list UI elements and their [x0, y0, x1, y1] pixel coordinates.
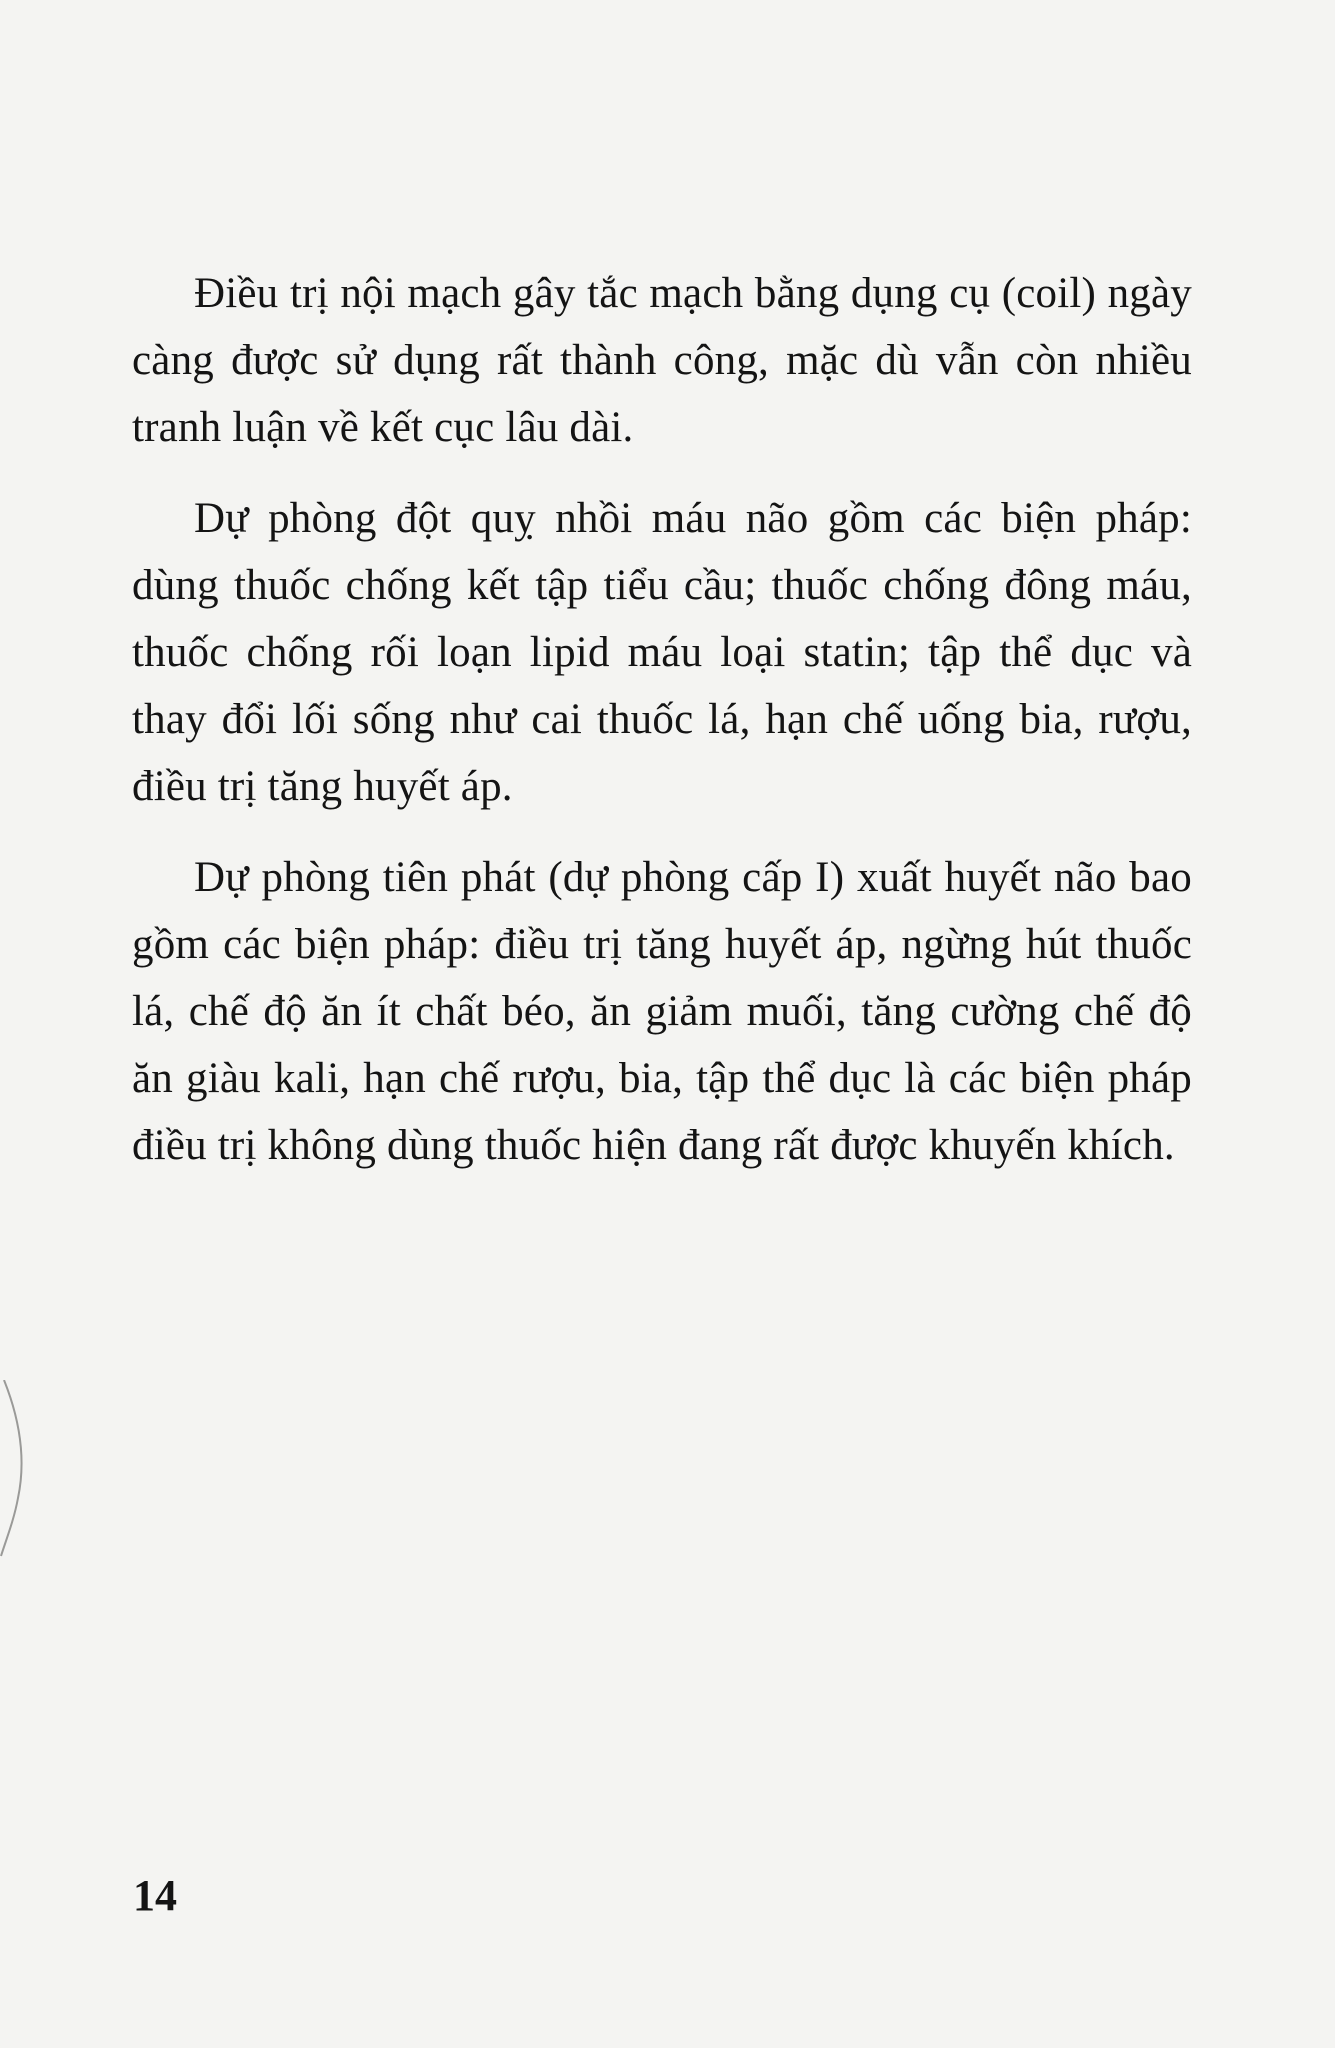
paragraph-ischemic-stroke-prevention: Dự phòng đột quỵ nhồi máu não gồm các biện pháp: dùng thuốc chống kết tập tiểu cầu; thuốc chống đông máu, thuốc chống rối loạn lipid máu loại statin; tập thể dục và thay đổi lối sống như cai thuốc lá, hạn chế uống bia, rượu, điều trị tăng huyết áp. — [132, 495, 1192, 810]
page-number: 14 — [133, 1871, 177, 1920]
paragraph-endovascular-treatment: Điều trị nội mạch gây tắc mạch bằng dụng cụ (coil) ngày càng được sử dụng rất thành công, mặc dù vẫn còn nhiều tranh luận về kết cục lâu dài. — [132, 270, 1192, 451]
page-binding-edge — [0, 1380, 34, 1560]
body-text — [132, 260, 1192, 1203]
paragraph-hemorrhage-primary-prevention: Dự phòng tiên phát (dự phòng cấp I) xuất huyết não bao gồm các biện pháp: điều trị tăng huyết áp, ngừng hút thuốc lá, chế độ ăn ít chất béo, ăn giảm muối, tăng cường chế độ ăn giàu kali, hạn chế rượu, bia, tập thể dục là các biện pháp điều trị không dùng thuốc hiện đang rất được khuyến khích. — [132, 854, 1192, 1169]
